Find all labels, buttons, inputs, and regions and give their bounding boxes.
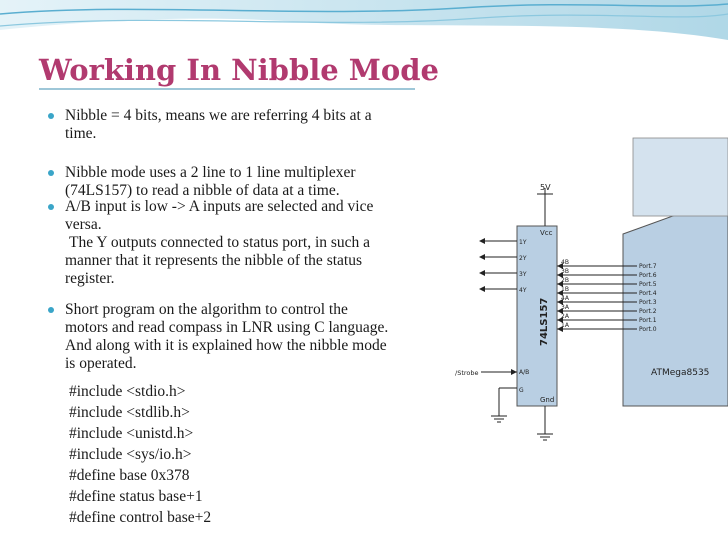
input-b-label: 1B [561, 286, 569, 293]
port-label: Port.1 [639, 317, 657, 324]
code-line: #include <stdio.h> [69, 383, 186, 400]
mcu-top-block [633, 138, 728, 216]
output-label: 1Y [519, 239, 527, 246]
mux-chip-body [517, 226, 557, 406]
port-label: Port.0 [639, 326, 657, 333]
bullet-4-line-2: motors and read compass in LNR using C language. [65, 319, 389, 336]
bullet-dot [48, 170, 54, 176]
bullet-1-line-2: time. [65, 125, 97, 142]
port-label: Port.5 [639, 281, 657, 288]
code-line: #include <unistd.h> [69, 425, 194, 442]
select-ab-label: A/B [519, 369, 530, 376]
chip-label: 74LS157 [539, 297, 550, 346]
output-label: 3Y [519, 271, 527, 278]
bullet-dot [48, 307, 54, 313]
paragraph-line-2: manner that it represents the nibble of the status [65, 252, 362, 269]
paragraph-line-3: register. [65, 270, 115, 287]
bullet-dot [48, 204, 54, 210]
bullet-4-line-4: is operated. [65, 355, 137, 372]
port-label: Port.3 [639, 299, 657, 306]
bullet-2-line-1: Nibble mode uses a 2 line to 1 line multiplexer [65, 164, 356, 181]
bullet-3-line-2: versa. [65, 216, 102, 233]
bullet-dot [48, 113, 54, 119]
bullet-4-line-3: And along with it is explained how the nibble mode [65, 337, 387, 354]
code-line: #define control base+2 [69, 509, 212, 526]
bullet-3-line-1: A/B input is low -> A inputs are selected and vice [65, 198, 374, 215]
input-a-label: 3A [561, 304, 569, 311]
port-label: Port.6 [639, 272, 657, 279]
input-a-label: 1A [561, 322, 569, 329]
multiplexer-circuit-diagram [455, 136, 728, 446]
gnd-label: Gnd [540, 396, 555, 404]
code-line: #include <stdlib.h> [69, 404, 190, 421]
code-line: #define status base+1 [69, 488, 203, 505]
input-a-label: 2A [561, 313, 569, 320]
output-label: 4Y [519, 287, 527, 294]
vcc-label: Vcc [540, 229, 553, 237]
supply-label: 5V [540, 183, 551, 192]
slide-title: Working In Nibble Mode [39, 53, 439, 87]
select-g-label: G [519, 387, 524, 394]
paragraph-line-1: The Y outputs connected to status port, in such a [69, 234, 371, 251]
bullet-1-line-1: Nibble = 4 bits, means we are referring 4 bits at a [65, 107, 372, 124]
code-line: #define base 0x378 [69, 467, 190, 484]
header-wave-decoration [0, 0, 728, 60]
input-b-label: 3B [561, 268, 569, 275]
input-a-label: 4A [561, 295, 569, 302]
output-label: 2Y [519, 255, 527, 262]
port-label: Port.2 [639, 308, 657, 315]
title-underline [39, 88, 415, 90]
mcu-label: ATMega8535 [651, 368, 710, 378]
input-b-label: 4B [561, 259, 569, 266]
bullet-2-line-2: (74LS157) to read a nibble of data at a time. [65, 182, 340, 199]
port-label: Port.7 [639, 263, 657, 270]
strobe-label: /Strobe [455, 369, 479, 377]
port-label: Port.4 [639, 290, 657, 297]
input-b-label: 2B [561, 277, 569, 284]
code-line: #include <sys/io.h> [69, 446, 192, 463]
bullet-4-line-1: Short program on the algorithm to control the [65, 301, 348, 318]
